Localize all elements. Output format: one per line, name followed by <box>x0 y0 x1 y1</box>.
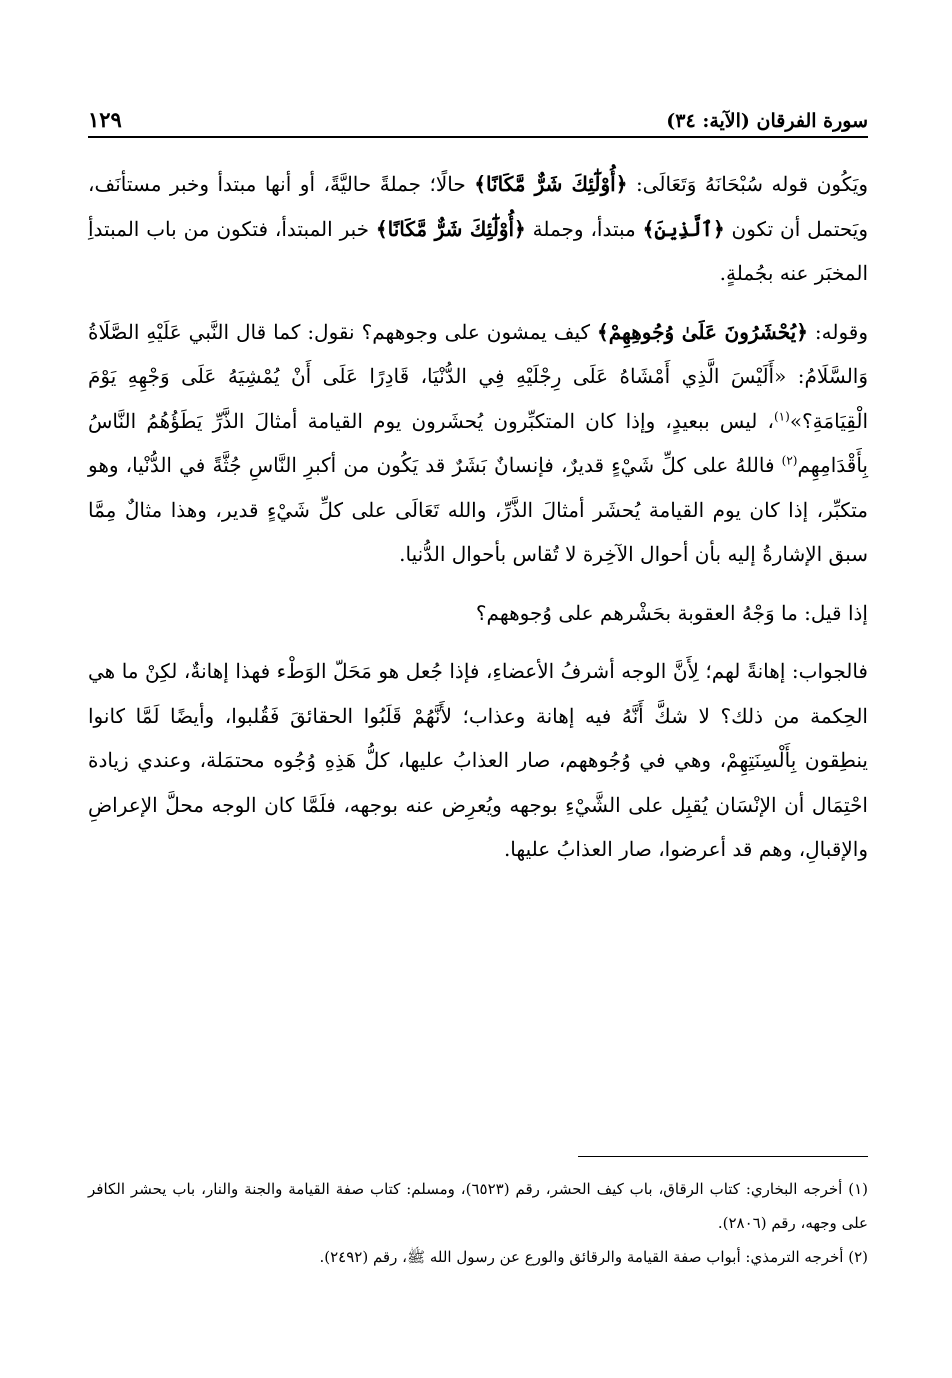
paragraph-1 <box>88 162 868 296</box>
paragraph-3: إذا قيل: ما وَجْهُ العقوبة بحَشْرهم على وُجوههم؟ <box>475 600 868 625</box>
quran-quote: ﴿ٱلَّذِينَ﴾ <box>642 216 725 241</box>
text-run: ويَكُون قوله سُبْحَانَهُ وَتَعَالَى: <box>627 172 869 196</box>
text-run: حالًا؛ جملةً حاليَّةً، أو أنها مبتدأ وخبر مستأنَف، ويَحتمل أن تكون <box>88 172 869 241</box>
paragraph-4: فالجواب: إهانةً لهم؛ لِأَنَّ الوجه أشرفُ الأعضاءِ، فإذا جُعل هو مَحَلّ الوَطْء فهذا إهانةٌ، لكِنْ ما هي الحِكمة من ذلك؟ لا شكَّ أَنَّهُ فيه إهانة وعذاب؛ لأَنَّهُمْ قَلَبُوا الحقائقَ فَقُلبوا، وأيضًا لَمَّا كانوا ينطِقون بِأَلْسِنَتِهِمْ، وهي في وُجُوههم، صار العذابُ عليها، كلُّ هَذِهِ وُجُوه محتمَلة، وعندي زيادة احْتِمَال أن الإنْسَان يُقبِل على الشَّيْءِ بوجهه ويُعرِض عنه بوجهه، فلَمَّا كان الوجه محلَّ الإعراضِ والإقبالِ، وهم قد أعرضوا، صار العذابُ عليها. <box>88 659 868 861</box>
footnote-ref-2: (٢) <box>781 453 798 468</box>
quran-quote: ﴿أُوْلَٰٓئِكَ شَرٌّ مَّكَانًا﴾ <box>375 216 526 241</box>
footnotes <box>88 1172 868 1274</box>
text-run: فاللهُ على كلِّ شَيْءٍ قديرٌ، فإنسانٌ بَشَرٌ قد يَكُون من أكبرِ النَّاسِ جُثَّةً في الدُّنْيا، وهو متكبِّر، إذا كان يوم القيامة يُحشَر أمثالَ الذَّرِّ، والله تَعَالَى على كلِّ شَيْءٍ قدير، وهذا مثالٌ مِمَّا سبق الإشارةُ إليه بأن أحوال الآخِرة لا تُقاس بأحوال الدُّنيا. <box>88 453 868 566</box>
footnote-rule <box>578 1156 868 1157</box>
text-run: ، ليس ببعيدٍ، وإذا كان المتكبِّرون يُحشَرون يوم القيامة أمثالَ الذَّرِّ يَطَؤُهُمُ النَّاسُ بِأَقْدَامِهِم <box>88 408 868 477</box>
footnote-ref-1: (١) <box>773 408 790 423</box>
quran-quote: ﴿يُحْشَرُونَ عَلَىٰ وُجُوهِهِمْ﴾ <box>596 319 808 344</box>
text-run: وقوله: <box>807 319 869 344</box>
text-run: خبر المبتدأ، فتكون من باب المبتدأِ المخبَر عنه بجُملةٍ. <box>88 216 868 285</box>
header-rule <box>88 136 868 138</box>
footnote-2: (٢) أخرجه الترمذي: أبواب صفة القيامة والرقائق والورع عن رسول الله ﷺ، رقم (٢٤٩٢). <box>319 1248 868 1266</box>
running-title: سورة الفرقان (الآية: ٣٤) <box>666 110 868 132</box>
footnote-1: (١) أخرجه البخاري: كتاب الرقاق، باب كيف الحشر، رقم (٦٥٢٣)، ومسلم: كتاب صفة القيامة والجنة والنار، باب يحشر الكافر على وجهه، رقم (٢٨٠٦). <box>88 1180 868 1232</box>
text-run: كيف يمشون على وجوههم؟ نقول: كما قال النَّبي عَلَيْهِ الصَّلَاةُ وَالسَّلَامُ: <box>88 319 868 388</box>
paragraph-2 <box>88 310 868 577</box>
quran-quote: ﴿أُوْلَٰٓئِكَ شَرٌّ مَّكَانًا﴾ <box>474 172 628 196</box>
page-number: ١٢٩ <box>88 107 122 132</box>
text-run: مبتدأ، وجملة <box>525 216 643 241</box>
running-header <box>88 92 868 132</box>
main-text <box>88 162 868 872</box>
hadith-quote: «أَلَيْسَ الَّذِي أَمْشَاهُ عَلَى رِجْلَيْهِ فِي الدُّنْيَا، قَادِرًا عَلَى أَنْ يُمْشِيَهُ عَلَى وَجْهِهِ يَوْمَ الْقِيَامَةِ؟» <box>88 364 868 433</box>
